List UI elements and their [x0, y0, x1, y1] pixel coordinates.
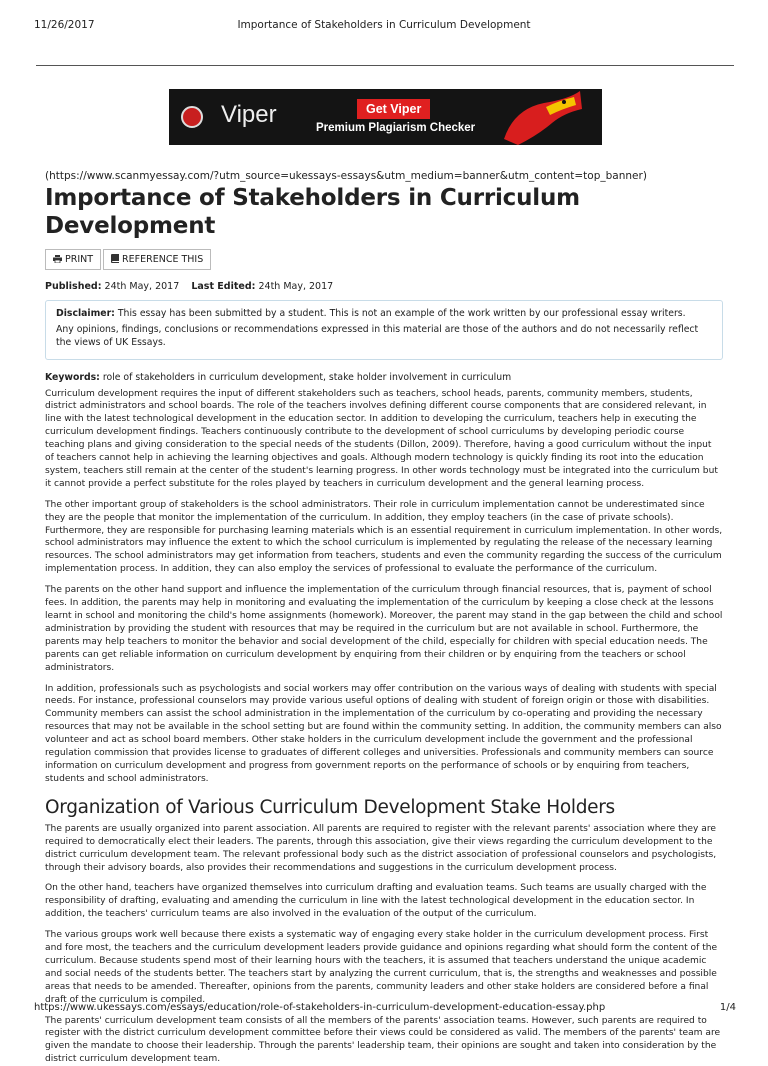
published-label: Published:	[45, 281, 102, 292]
edited-label: Last Edited:	[191, 281, 256, 292]
book-icon	[111, 254, 119, 263]
banner-url[interactable]: (https://www.scanmyessay.com/?utm_source=ukessays-essays&utm_medium=banner&utm_content=top_banner)	[45, 170, 647, 182]
article-title: Importance of Stakeholders in Curriculum Development	[45, 185, 580, 239]
reference-label: REFERENCE THIS	[122, 254, 204, 265]
paragraph: The other important group of stakeholders is the school administrators. Their role in curriculum implementation cannot be underestimated since they are the people that monitor the implementation of the curriculum. In addition, they employ teachers (in the case of private schools). Furthermore, they are responsible for purchasing learning materials which is an essential requirement in curriculum implementation. In other words, school administrators may influence the extent to which the school curriculum is implemented by regulating the release of the necessary learning resources. The school administrators may get information from teachers, students and even the community regarding the success of the curriculum implementation process. In addition, they can also employ the services of professional to evaluate the performance of the curriculum.	[45, 499, 723, 575]
viper-ad-banner[interactable]	[169, 89, 602, 145]
keywords-label: Keywords:	[45, 371, 100, 383]
keywords-text: role of stakeholders in curriculum development, stake holder involvement in curriculum	[102, 371, 512, 383]
article-dates	[45, 281, 723, 292]
disclaimer-box	[45, 300, 723, 360]
printer-icon	[53, 255, 62, 263]
section-heading: Organization of Various Curriculum Development Stake Holders	[45, 796, 615, 818]
print-header	[0, 0, 768, 40]
paragraph: The various groups work well because there exists a systematic way of engaging every stake holder in the curriculum development process. First and fore most, the teachers and the curriculum development leaders provide guidance and opinions regarding what should form the content of the curriculum. Because students spend most of their learning hours with the teachers, it is assumed that teachers understand the unique academic and social needs of the students better. The teachers start by analyzing the current curriculum, that is, the strengths and weaknesses and possible areas that needs to be amended. Thereafter, opinions from the parents, community leaders and other stake holders are considered before a final draft of the curriculum is compiled.	[45, 930, 718, 1005]
banner-tagline: Premium Plagiarism Checker	[316, 122, 476, 134]
paragraph: The parents on the other hand support and influence the implementation of the curriculum through financial resources, that is, payment of school fees. In addition, the parents may help in monitoring and evaluating the implementation of the curriculum by keeping a close check at the lessons learnt in school and monitoring the child's home assignments (homework). Moreover, the parent may stand in the gap between the child and school administration by providing the student with resources that may be required in the curriculum but are not available in school. Furthermore, the parents may help teachers to monitor the behavior and social development of the child, especially for children with special education needs. The parents can get reliable information on curriculum development by enquiring from their children or by enquiring from the teachers or school administrators.	[45, 585, 723, 673]
paragraph: The parents are usually organized into parent association. All parents are required to register with the relevant parents' association where they are required to democratically elect their leaders. The parents, through this association, give their views regarding the curriculum development to the district curriculum development team. The relevant professional body such as the district association of professional counselors and psychologists, through their advisory boards, also provides their recommendations and suggestions in the curriculum development process.	[45, 823, 717, 873]
print-button[interactable]	[45, 249, 101, 270]
article	[45, 170, 723, 1066]
paragraph: On the other hand, teachers have organized themselves into curriculum drafting and evaluation teams. Such teams are usually charged with the responsibility of drafting, evaluating and amending the curriculum in line with the latest technological development in the education sector. In addition, the teachers' curriculum teams are also involved in the evaluation of the output of the curriculum.	[45, 883, 707, 920]
print-label: PRINT	[65, 254, 94, 265]
reference-button[interactable]	[103, 249, 211, 270]
edited-date: 24th May, 2017	[258, 281, 334, 292]
header-divider	[36, 65, 734, 66]
keywords	[45, 372, 723, 383]
disclaimer-text-2: Any opinions, findings, conclusions or recommendations expressed in this material are those of the authors and do not necessarily reflect the views of UK Essays.	[56, 323, 699, 348]
paragraph: Curriculum development requires the input of different stakeholders such as teachers, school heads, parents, community members, students, district administrators and school boards. The role of the teachers involves defining different course components that are considered relevant, in line with the latest technological development in the education sector. In addition to developing the curriculum, teachers help in executing the curriculum development findings. Teachers continuously contribute to the development of school curriculums by developing periodic course teaching plans and giving consideration to the special needs of the students (Dillon, 2009). Therefore, having a good curriculum without the input of teachers cannot help in achieving the learning objectives and goals. Although modern technology is quickly finding its root into the education system, teachers still remain at the center of the student's learning progress. In other words technology must be integrated into the curriculum but it cannot provide a perfect substitute for the roles played by teachers in curriculum development and the general learning process.	[45, 388, 718, 489]
print-date: 11/26/2017	[34, 19, 95, 31]
disclaimer-text: This essay has been submitted by a student. This is not an example of the work written by our professional essay writers.	[117, 308, 686, 319]
banner-brand: Viper	[221, 101, 277, 128]
snake-icon	[494, 89, 584, 145]
article-actions	[45, 247, 723, 269]
paragraph: In addition, professionals such as psychologists and social workers may offer contribution on the various ways of dealing with students with special needs. For instance, professional counselors may provide various useful options of dealing with student of foreign origin or those with disabilities. Community members can assist the school administration in the implementation of the curriculum by co-operating and providing the necessary resources that may not be available in the school setting but are found within the community setting. In addition, the community members can also volunteer and act as school board members. Other stake holders in the curriculum development include the government and the professional regulation commission that provides license to graduates of different colleges and universities. Professionals and community members can source information on curriculum development and progress from government reports on the performance of schools or by enquiring from teachers, students and school administrators.	[45, 683, 722, 784]
print-url: https://www.ukessays.com/essays/education/role-of-stakeholders-in-curriculum-development-education-essay.php	[34, 1002, 606, 1013]
viper-logo-icon	[181, 106, 203, 128]
get-viper-button[interactable]: Get Viper	[357, 99, 430, 119]
paragraph: The parents' curriculum development team consists of all the members of the parents' association teams. However, such parents are required to register with the district curriculum development committee before their views could be considered as valid. The members of the parents' team are given the mandate to choose their leadership. Through the parents' leadership team, their opinions are sought and taken into consideration by the district curriculum development team.	[45, 1015, 721, 1065]
published-date: 24th May, 2017	[104, 281, 180, 292]
page-number: 1/4	[719, 1002, 736, 1013]
disclaimer-label: Disclaimer:	[56, 308, 115, 319]
print-title: Importance of Stakeholders in Curriculum Development	[237, 19, 531, 31]
